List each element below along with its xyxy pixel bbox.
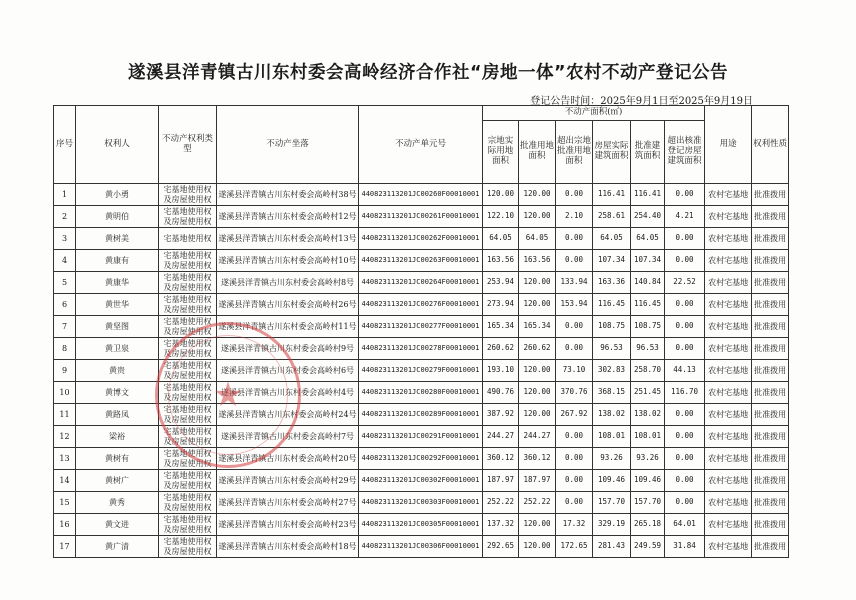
- cell-land-over: 267.92: [556, 404, 593, 426]
- cell-house-over: 0.00: [665, 316, 705, 338]
- cell-house-over: 31.84: [665, 536, 705, 558]
- cell-land-actual: 120.00: [483, 184, 519, 206]
- cell-land-over: 172.65: [556, 536, 593, 558]
- cell-seq: 7: [54, 316, 76, 338]
- cell-land-over: 0.00: [556, 470, 593, 492]
- cell-seq: 13: [54, 448, 76, 470]
- cell-land-actual: 490.76: [483, 382, 519, 404]
- cell-location: 遂溪县洋青镇古川东村委会高岭村29号: [217, 470, 359, 492]
- cell-use: 农村宅基地: [705, 492, 752, 514]
- cell-house-actual: 368.15: [593, 382, 631, 404]
- cell-use: 农村宅基地: [705, 272, 752, 294]
- cell-owner: 黄康有: [76, 250, 159, 272]
- cell-use: 农村宅基地: [705, 360, 752, 382]
- cell-land-actual: 193.10: [483, 360, 519, 382]
- cell-owner: 黄坚图: [76, 316, 159, 338]
- cell-owner: 黄明伯: [76, 206, 159, 228]
- cell-nature: 批准拨用: [752, 360, 789, 382]
- cell-use: 农村宅基地: [705, 382, 752, 404]
- cell-nature: 批准拨用: [752, 448, 789, 470]
- cell-house-approved: 108.75: [631, 316, 665, 338]
- cell-land-over: 0.00: [556, 492, 593, 514]
- cell-unit-no: 440823113201JC00303F00010001: [359, 492, 483, 514]
- cell-land-over: 2.10: [556, 206, 593, 228]
- cell-land-approved: 260.62: [519, 338, 556, 360]
- cell-seq: 17: [54, 536, 76, 558]
- cell-unit-no: 440823113201JC00276F00010001: [359, 294, 483, 316]
- cell-location: 遂溪县洋青镇古川东村委会高岭村11号: [217, 316, 359, 338]
- cell-land-actual: 260.62: [483, 338, 519, 360]
- cell-land-approved: 120.00: [519, 184, 556, 206]
- cell-location: 遂溪县洋青镇古川东村委会高岭村18号: [217, 536, 359, 558]
- table-row: [54, 250, 789, 272]
- cell-unit-no: 440823113201JC00278F00010001: [359, 338, 483, 360]
- table-row: [54, 316, 789, 338]
- cell-unit-no: 440823113201JC00264F00010001: [359, 272, 483, 294]
- cell-seq: 5: [54, 272, 76, 294]
- cell-land-actual: 387.92: [483, 404, 519, 426]
- cell-nature: 批准拨用: [752, 470, 789, 492]
- cell-right-type: 宅基地使用权及房屋使用权: [159, 492, 217, 514]
- cell-house-actual: 329.19: [593, 514, 631, 536]
- cell-owner: 黄小勇: [76, 184, 159, 206]
- cell-location: 遂溪县洋青镇古川东村委会高岭村4号: [217, 382, 359, 404]
- header-house-over: 超出核准登记房屋建筑面积: [665, 121, 705, 184]
- cell-house-actual: 138.02: [593, 404, 631, 426]
- cell-land-actual: 253.94: [483, 272, 519, 294]
- cell-use: 农村宅基地: [705, 514, 752, 536]
- cell-land-approved: 252.22: [519, 492, 556, 514]
- cell-seq: 12: [54, 426, 76, 448]
- cell-house-actual: 116.41: [593, 184, 631, 206]
- header-unit-no: 不动产单元号: [359, 106, 483, 184]
- table-row: [54, 404, 789, 426]
- cell-house-over: 44.13: [665, 360, 705, 382]
- cell-seq: 3: [54, 228, 76, 250]
- cell-owner: 黄树广: [76, 470, 159, 492]
- cell-house-over: 0.00: [665, 228, 705, 250]
- cell-seq: 11: [54, 404, 76, 426]
- cell-land-over: 0.00: [556, 426, 593, 448]
- cell-location: 遂溪县洋青镇古川东村委会高岭村27号: [217, 492, 359, 514]
- cell-land-actual: 244.27: [483, 426, 519, 448]
- header-right-type: 不动产权利类型: [159, 106, 217, 184]
- cell-use: 农村宅基地: [705, 404, 752, 426]
- cell-right-type: 宅基地使用权及房屋使用权: [159, 272, 217, 294]
- cell-right-type: 宅基地使用权及房屋使用权: [159, 470, 217, 492]
- cell-land-over: 0.00: [556, 448, 593, 470]
- table-body: [54, 184, 789, 558]
- cell-right-type: 宅基地使用权及房屋使用权: [159, 426, 217, 448]
- cell-use: 农村宅基地: [705, 338, 752, 360]
- cell-seq: 14: [54, 470, 76, 492]
- cell-location: 遂溪县洋青镇古川东村委会高岭村6号: [217, 360, 359, 382]
- header-owner: 权利人: [76, 106, 159, 184]
- cell-house-approved: 157.70: [631, 492, 665, 514]
- cell-land-actual: 292.65: [483, 536, 519, 558]
- cell-house-actual: 163.36: [593, 272, 631, 294]
- cell-land-actual: 137.32: [483, 514, 519, 536]
- cell-land-approved: 360.12: [519, 448, 556, 470]
- table-row: [54, 294, 789, 316]
- cell-nature: 批准拨用: [752, 426, 789, 448]
- document-title: 遂溪县洋青镇古川东村委会高岭经济合作社“房地一体”农村不动产登记公告: [127, 63, 728, 83]
- cell-location: 遂溪县洋青镇古川东村委会高岭村26号: [217, 294, 359, 316]
- cell-use: 农村宅基地: [705, 316, 752, 338]
- cell-land-approved: 187.97: [519, 470, 556, 492]
- cell-unit-no: 440823113201JC00305F00010001: [359, 514, 483, 536]
- cell-house-over: 0.00: [665, 426, 705, 448]
- cell-nature: 批准拨用: [752, 316, 789, 338]
- cell-house-over: 4.21: [665, 206, 705, 228]
- cell-nature: 批准拨用: [752, 338, 789, 360]
- cell-location: 遂溪县洋青镇古川东村委会高岭村23号: [217, 514, 359, 536]
- cell-land-over: 0.00: [556, 250, 593, 272]
- cell-house-actual: 64.05: [593, 228, 631, 250]
- cell-right-type: 宅基地使用权及房屋使用权: [159, 448, 217, 470]
- cell-use: 农村宅基地: [705, 184, 752, 206]
- table-header: [54, 106, 789, 184]
- cell-house-approved: 249.59: [631, 536, 665, 558]
- cell-land-over: 0.00: [556, 184, 593, 206]
- cell-nature: 批准拨用: [752, 272, 789, 294]
- cell-land-over: 0.00: [556, 228, 593, 250]
- cell-house-over: 0.00: [665, 184, 705, 206]
- cell-owner: 黄博文: [76, 382, 159, 404]
- cell-land-actual: 165.34: [483, 316, 519, 338]
- cell-house-actual: 108.75: [593, 316, 631, 338]
- cell-seq: 16: [54, 514, 76, 536]
- table-row: [54, 382, 789, 404]
- cell-land-over: 133.94: [556, 272, 593, 294]
- cell-land-actual: 360.12: [483, 448, 519, 470]
- cell-use: 农村宅基地: [705, 206, 752, 228]
- cell-owner: 黄秀: [76, 492, 159, 514]
- cell-land-actual: 64.05: [483, 228, 519, 250]
- cell-location: 遂溪县洋青镇古川东村委会高岭村38号: [217, 184, 359, 206]
- cell-nature: 批准拨用: [752, 536, 789, 558]
- cell-location: 遂溪县洋青镇古川东村委会高岭村10号: [217, 250, 359, 272]
- cell-house-approved: 258.70: [631, 360, 665, 382]
- cell-use: 农村宅基地: [705, 448, 752, 470]
- cell-house-over: 0.00: [665, 294, 705, 316]
- cell-right-type: 宅基地使用权及房屋使用权: [159, 184, 217, 206]
- table-row: [54, 470, 789, 492]
- cell-house-approved: 254.40: [631, 206, 665, 228]
- cell-owner: 黄卫泉: [76, 338, 159, 360]
- cell-owner: 黄树有: [76, 448, 159, 470]
- header-land-actual: 宗地实际用地面积: [483, 121, 519, 184]
- cell-house-approved: 116.45: [631, 294, 665, 316]
- cell-land-over: 153.94: [556, 294, 593, 316]
- cell-land-actual: 273.94: [483, 294, 519, 316]
- cell-nature: 批准拨用: [752, 404, 789, 426]
- cell-land-over: 73.10: [556, 360, 593, 382]
- header-area-group: 不动产面积(㎡): [483, 106, 705, 121]
- cell-location: 遂溪县洋青镇古川东村委会高岭村7号: [217, 426, 359, 448]
- cell-unit-no: 440823113201JC00277F00010001: [359, 316, 483, 338]
- cell-land-approved: 120.00: [519, 294, 556, 316]
- cell-right-type: 宅基地使用权及房屋使用权: [159, 206, 217, 228]
- cell-right-type: 宅基地使用权及房屋使用权: [159, 514, 217, 536]
- cell-land-actual: 252.22: [483, 492, 519, 514]
- cell-use: 农村宅基地: [705, 426, 752, 448]
- cell-right-type: 宅基地使用权及房屋使用权: [159, 536, 217, 558]
- cell-house-approved: 265.18: [631, 514, 665, 536]
- cell-land-approved: 120.00: [519, 272, 556, 294]
- cell-location: 遂溪县洋青镇古川东村委会高岭村12号: [217, 206, 359, 228]
- cell-land-approved: 120.00: [519, 514, 556, 536]
- official-seal: ★: [155, 322, 301, 468]
- cell-house-over: 116.70: [665, 382, 705, 404]
- table-row: [54, 338, 789, 360]
- cell-right-type: 宅基地使用权及房屋使用权: [159, 338, 217, 360]
- header-seq: 序号: [54, 106, 76, 184]
- table-row: [54, 228, 789, 250]
- cell-nature: 批准拨用: [752, 228, 789, 250]
- cell-house-over: 0.00: [665, 250, 705, 272]
- table-row: [54, 492, 789, 514]
- cell-right-type: 宅基地使用权及房屋使用权: [159, 250, 217, 272]
- cell-location: 遂溪县洋青镇古川东村委会高岭村24号: [217, 404, 359, 426]
- table-row: [54, 448, 789, 470]
- cell-owner: 黄康华: [76, 272, 159, 294]
- cell-house-over: 64.01: [665, 514, 705, 536]
- cell-land-approved: 64.05: [519, 228, 556, 250]
- cell-land-approved: 120.00: [519, 206, 556, 228]
- cell-location: 遂溪县洋青镇古川东村委会高岭村13号: [217, 228, 359, 250]
- cell-house-over: 22.52: [665, 272, 705, 294]
- cell-unit-no: 440823113201JC00306F00010001: [359, 536, 483, 558]
- cell-land-over: 370.76: [556, 382, 593, 404]
- cell-house-approved: 64.05: [631, 228, 665, 250]
- cell-seq: 9: [54, 360, 76, 382]
- cell-land-over: 0.00: [556, 338, 593, 360]
- cell-owner: 黄树美: [76, 228, 159, 250]
- cell-unit-no: 440823113201JC00292F00010001: [359, 448, 483, 470]
- cell-nature: 批准拨用: [752, 294, 789, 316]
- cell-land-actual: 122.10: [483, 206, 519, 228]
- cell-house-over: 0.00: [665, 448, 705, 470]
- header-use: 用途: [705, 106, 752, 184]
- cell-nature: 批准拨用: [752, 514, 789, 536]
- cell-seq: 10: [54, 382, 76, 404]
- cell-land-approved: 120.00: [519, 536, 556, 558]
- registration-table: [53, 105, 789, 558]
- header-land-over: 超出宗地批准用地面积: [556, 121, 593, 184]
- cell-right-type: 宅基地使用权及房屋使用权: [159, 294, 217, 316]
- cell-land-over: 0.00: [556, 316, 593, 338]
- cell-house-over: 0.00: [665, 338, 705, 360]
- header-land-approved: 批准用地面积: [519, 121, 556, 184]
- cell-owner: 黄贵: [76, 360, 159, 382]
- cell-house-actual: 93.26: [593, 448, 631, 470]
- table-row: [54, 536, 789, 558]
- cell-house-actual: 107.34: [593, 250, 631, 272]
- cell-right-type: 宅基地使用权及房屋使用权: [159, 382, 217, 404]
- cell-land-actual: 187.97: [483, 470, 519, 492]
- cell-unit-no: 440823113201JC00260F00010001: [359, 184, 483, 206]
- table-row: [54, 514, 789, 536]
- cell-land-approved: 163.56: [519, 250, 556, 272]
- cell-use: 农村宅基地: [705, 536, 752, 558]
- cell-nature: 批准拨用: [752, 206, 789, 228]
- cell-unit-no: 440823113201JC00279F00010001: [359, 360, 483, 382]
- cell-land-approved: 120.00: [519, 404, 556, 426]
- cell-use: 农村宅基地: [705, 250, 752, 272]
- cell-use: 农村宅基地: [705, 228, 752, 250]
- table-row: [54, 272, 789, 294]
- cell-house-approved: 109.46: [631, 470, 665, 492]
- table-row: [54, 206, 789, 228]
- cell-right-type: 宅基地使用权及房屋使用权: [159, 360, 217, 382]
- cell-seq: 1: [54, 184, 76, 206]
- cell-unit-no: 440823113201JC00280F00010001: [359, 382, 483, 404]
- cell-unit-no: 440823113201JC00302F00010001: [359, 470, 483, 492]
- cell-owner: 黄文进: [76, 514, 159, 536]
- cell-house-over: 0.00: [665, 492, 705, 514]
- cell-house-over: 0.00: [665, 470, 705, 492]
- header-house-actual: 房屋实际建筑面积: [593, 121, 631, 184]
- cell-house-actual: 281.43: [593, 536, 631, 558]
- cell-land-approved: 244.27: [519, 426, 556, 448]
- cell-house-approved: 116.41: [631, 184, 665, 206]
- cell-unit-no: 440823113201JC00262F00010001: [359, 228, 483, 250]
- cell-owner: 黄路凤: [76, 404, 159, 426]
- cell-house-over: 0.00: [665, 404, 705, 426]
- cell-use: 农村宅基地: [705, 470, 752, 492]
- cell-owner: 黄广清: [76, 536, 159, 558]
- cell-use: 农村宅基地: [705, 294, 752, 316]
- cell-unit-no: 440823113201JC00263F00010001: [359, 250, 483, 272]
- cell-unit-no: 440823113201JC00289F00010001: [359, 404, 483, 426]
- cell-house-approved: 251.45: [631, 382, 665, 404]
- cell-house-actual: 157.70: [593, 492, 631, 514]
- cell-land-actual: 163.56: [483, 250, 519, 272]
- cell-seq: 4: [54, 250, 76, 272]
- cell-location: 遂溪县洋青镇古川东村委会高岭村8号: [217, 272, 359, 294]
- cell-house-approved: 108.01: [631, 426, 665, 448]
- cell-house-actual: 109.46: [593, 470, 631, 492]
- table-row: [54, 184, 789, 206]
- cell-house-actual: 302.83: [593, 360, 631, 382]
- cell-right-type: 宅基地使用权及房屋使用权: [159, 404, 217, 426]
- cell-owner: 黄世华: [76, 294, 159, 316]
- cell-house-approved: 93.26: [631, 448, 665, 470]
- cell-land-approved: 120.00: [519, 382, 556, 404]
- announcement-period: 登记公告时间：2025年9月1日至2025年9月19日: [530, 96, 753, 107]
- cell-house-approved: 107.34: [631, 250, 665, 272]
- cell-house-actual: 96.53: [593, 338, 631, 360]
- cell-seq: 6: [54, 294, 76, 316]
- cell-nature: 批准拨用: [752, 184, 789, 206]
- cell-right-type: 宅基地使用权: [159, 228, 217, 250]
- cell-unit-no: 440823113201JC00291F00010001: [359, 426, 483, 448]
- cell-nature: 批准拨用: [752, 250, 789, 272]
- cell-house-approved: 140.84: [631, 272, 665, 294]
- cell-seq: 8: [54, 338, 76, 360]
- table-row: [54, 360, 789, 382]
- cell-location: 遂溪县洋青镇古川东村委会高岭村20号: [217, 448, 359, 470]
- cell-land-over: 17.32: [556, 514, 593, 536]
- cell-right-type: 宅基地使用权及房屋使用权: [159, 316, 217, 338]
- cell-house-actual: 108.01: [593, 426, 631, 448]
- cell-house-actual: 258.61: [593, 206, 631, 228]
- cell-seq: 15: [54, 492, 76, 514]
- cell-unit-no: 440823113201JC00261F00010001: [359, 206, 483, 228]
- cell-owner: 梁裕: [76, 426, 159, 448]
- header-house-approved: 批准建筑面积: [631, 121, 665, 184]
- cell-nature: 批准拨用: [752, 492, 789, 514]
- cell-house-actual: 116.45: [593, 294, 631, 316]
- header-location: 不动产坐落: [217, 106, 359, 184]
- table-row: [54, 426, 789, 448]
- cell-land-approved: 165.34: [519, 316, 556, 338]
- cell-location: 遂溪县洋青镇古川东村委会高岭村9号: [217, 338, 359, 360]
- cell-nature: 批准拨用: [752, 382, 789, 404]
- cell-house-approved: 96.53: [631, 338, 665, 360]
- cell-seq: 2: [54, 206, 76, 228]
- cell-land-approved: 120.00: [519, 360, 556, 382]
- cell-house-approved: 138.02: [631, 404, 665, 426]
- header-nature: 权利性质: [752, 106, 789, 184]
